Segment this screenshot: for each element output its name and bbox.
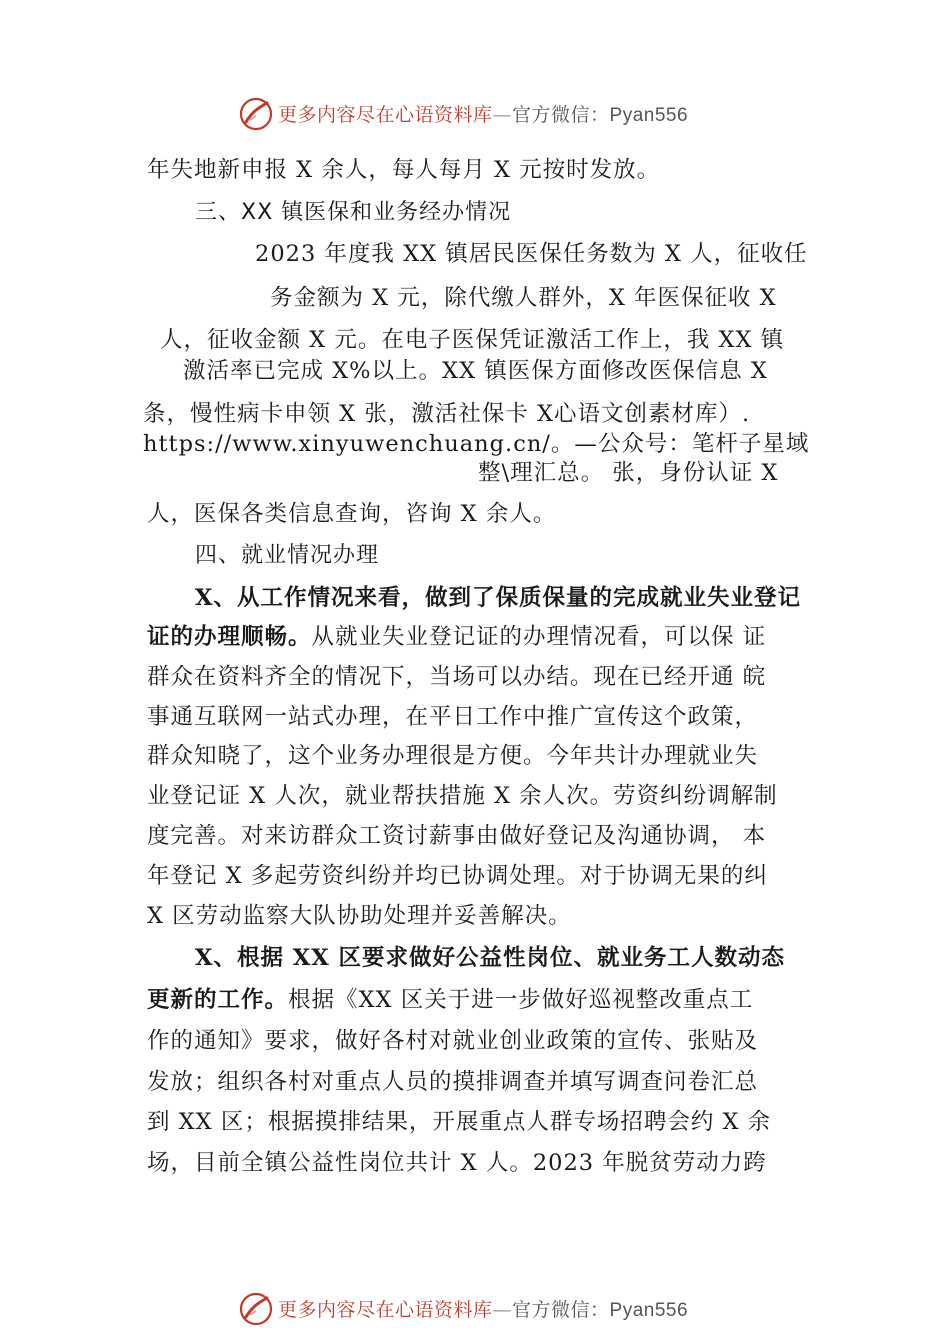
- text-line: https://www.xinyuwenchuang.cn/。—公众号：笔杆子星域: [143, 431, 810, 457]
- section-heading-3: 三、XX 镇医保和业务经办情况: [195, 200, 512, 225]
- text-line: 场，目前全镇公益性岗位共计 X 人。2023 年脱贫劳动力跨: [147, 1150, 767, 1176]
- text-line: 激活率已完成 X%以上。XX 镇医保方面修改医保信息 X: [183, 358, 768, 384]
- text-line: 务金额为 X 元，除代缴人群外，X 年医保征收 X: [270, 285, 777, 311]
- header-banner: [0, 94, 950, 134]
- text-line: 到 XX 区；根据摸排结果，开展重点人群专场招聘会约 X 余: [147, 1109, 772, 1135]
- section-heading-4: 四、就业情况办理: [195, 543, 380, 568]
- text-line: 业登记证 X 人次，就业帮扶措施 X 余人次。劳资纠纷调解制: [147, 783, 778, 809]
- banner-title: 更多内容尽在心语资料库: [278, 1299, 493, 1321]
- bold-lead-end: 更新的工作。: [147, 987, 289, 1013]
- banner-wechat-label: 官方微信：: [512, 1299, 610, 1321]
- text-line: 整\理汇总。 张，身份认证 X: [478, 460, 779, 486]
- banner-title: 更多内容尽在心语资料库: [278, 104, 493, 126]
- banner-separator: —: [492, 104, 513, 126]
- banner-wechat-id: Pyan556: [609, 105, 689, 126]
- bold-lead-end: 证的办理顺畅。: [147, 624, 312, 650]
- text-line: 群众知晓了，这个业务办理很是方便。今年共计办理就业失: [147, 743, 759, 769]
- text-line: 2023 年度我 XX 镇居民医保任务数为 X 人，征收任: [255, 241, 808, 267]
- brand-logo-icon: [238, 96, 274, 132]
- text-line: 发放；组织各村对重点人员的摸排调查并填写调查问卷汇总: [147, 1069, 759, 1095]
- text-line: X 区劳动监察大队协助处理并妥善解决。: [147, 903, 572, 929]
- text-line: 年失地新申报 X 余人，每人每月 X 元按时发放。: [147, 157, 661, 183]
- bold-lead-line: X、根据 XX 区要求做好公益性岗位、就业务工人数动态: [195, 945, 786, 971]
- text-line: 根据《XX 区关于进一步做好巡视整改重点工: [288, 987, 754, 1013]
- text-line: 事通互联网一站式办理，在平日工作中推广宣传这个政策，: [147, 704, 759, 730]
- text-line: 人，医保各类信息查询，咨询 X 余人。: [147, 501, 557, 527]
- brand-logo-icon: [238, 1291, 274, 1327]
- bold-lead-line: X、从工作情况来看，做到了保质保量的完成就业失业登记: [195, 585, 801, 611]
- banner-separator: —: [492, 1299, 513, 1321]
- text-line: 度完善。对来访群众工资讨薪事由做好登记及沟通协调， 本: [147, 823, 767, 849]
- text-line: 年登记 X 多起劳资纠纷并均已协调处理。对于协调无果的纠: [147, 863, 768, 889]
- text-line: 条，慢性病卡申领 X 张，激活社保卡 X心语文创素材库）.: [143, 401, 751, 427]
- text-line: 人，征收金额 X 元。在电子医保凭证激活工作上，我 XX 镇: [160, 327, 785, 353]
- footer-banner: [0, 1289, 950, 1329]
- banner-wechat-label: 官方微信：: [512, 104, 610, 126]
- text-line: 从就业失业登记证的办理情况看，可以保 证: [311, 624, 767, 650]
- banner-wechat-id: Pyan556: [609, 1300, 689, 1321]
- text-line: 群众在资料齐全的情况下，当场可以办结。现在已经开通 皖: [147, 664, 767, 690]
- text-line: 作的通知》要求，做好各村对就业创业政策的宣传、张贴及: [147, 1028, 759, 1054]
